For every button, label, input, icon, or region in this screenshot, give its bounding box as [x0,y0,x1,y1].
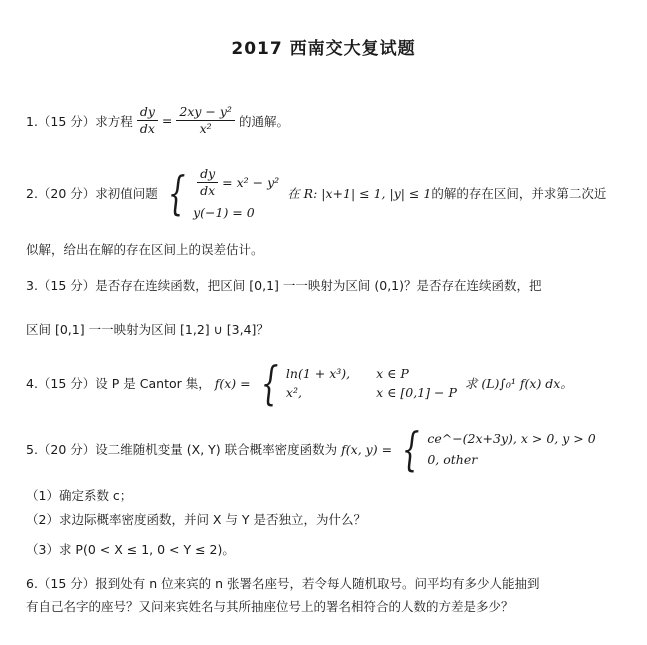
q2-line2: 似解，给出在解的存在区间上的误差估计。 [26,242,264,257]
q2-label: 2.（20 分）求初值问题 [26,186,158,201]
q2-eq1-den: dx [200,183,216,198]
q5-fxy: f(x, y) = [341,441,393,457]
q4-tail: 求 (L)∫₀¹ f(x) dx。 [464,376,573,391]
q5-piecewise [396,422,596,476]
q3-line1: 3.（15 分）是否存在连续函数，把区间 [0,1] 一一映射为区间 (0,1)？是否存在连续函数，把 [26,278,542,293]
q5-sub1: （1）确定系数 c； [26,488,133,503]
q4-case1-expr: ln(1 + x³), [285,366,351,381]
left-brace-icon: { [401,422,420,476]
q4-fx: f(x) = [214,375,251,391]
q2-system [162,166,279,220]
left-brace-icon: { [167,166,186,220]
q6-line1: 6.（15 分）报到处有 n 位来宾的 n 张署名座号，若令每人随机取号。问平均有多少人能抽到 [26,576,540,591]
page-title: 2017 西南交大复试题 [231,39,416,59]
q5-case2: 0, other [427,452,478,467]
q1-lhs-num: dy [137,104,158,121]
q5-sub3: （3）求 P(0 < X ≤ 1, 0 < Y ≤ 2)。 [26,542,235,557]
q4-case1-cond: x ∈ P [376,366,409,381]
q1-rhs-fraction [176,104,235,137]
q1-tail: 的通解。 [238,113,289,129]
q2-eq1-rhs: = x² − y² [222,175,280,190]
question-1: 1.（15 分）求方程 $\frac{dy}{dx}$ = $\frac{\text{2xy − y²}}{\text{x²}}$ 的通解。 [26,104,289,136]
q2-eq2: y(−1) = 0 [193,205,255,220]
q4-case2-cond: x ∈ [0,1] − P [376,385,457,400]
q5-sub2: （2）求边际概率密度函数，并问 X 与 Y 是否独立，为什么？ [26,512,367,527]
q1-lhs-fraction [137,104,158,137]
q3-line2: 区间 [0,1] 一一映射为区间 [1,2] ∪ [3,4]？ [26,322,269,337]
question-2 [26,166,606,220]
q5-label: 5.（20 分）设二维随机变量 (X, Y) 联合概率密度函数为 [26,442,338,457]
q2-eq1-num: dy [197,166,218,183]
q2-derivative [197,166,218,199]
q4-label: 4.（15 分）设 P 是 Cantor 集， [26,376,211,391]
q1-label: 1.（15 分）求方程 [26,113,133,129]
q2-tail: 的解的存在区间，并求第二次近 [431,186,607,201]
q1-rhs-num: 2xy − y² [176,104,235,121]
q5-case1: ce^−(2x+3y), x > 0, y > 0 [427,431,596,446]
left-brace-icon: { [260,356,279,410]
q1-lhs-den: dx [139,121,155,136]
question-4 [26,356,573,410]
q6-line2: 有自己名字的座号？又问来宾姓名与其所抽座位号上的署名相符合的人数的方差是多少？ [26,599,514,614]
question-5 [26,422,600,476]
q4-piecewise [255,356,457,410]
q1-rhs-den: x² [199,121,212,136]
q2-region: 在 R: |x+1| ≤ 1, |y| ≤ 1 [287,186,432,201]
q4-case2-expr: x², [285,385,302,400]
